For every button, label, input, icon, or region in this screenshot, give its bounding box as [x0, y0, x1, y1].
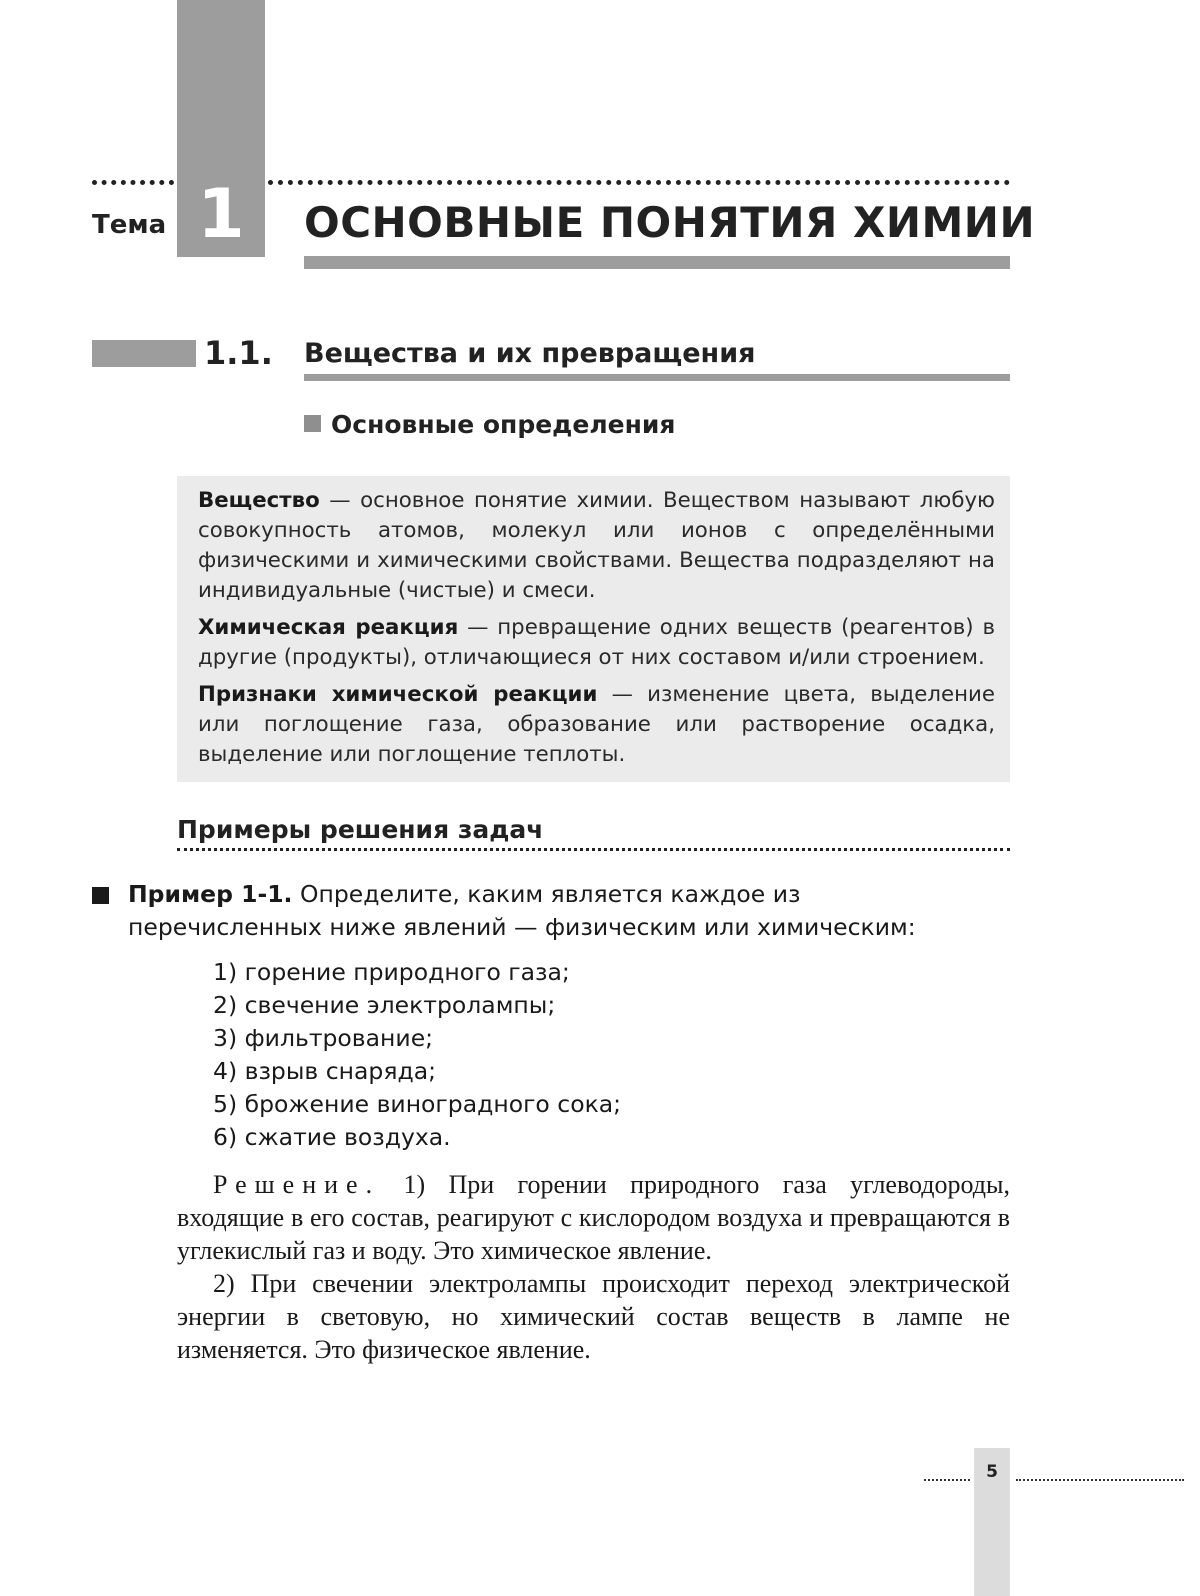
solution-label: Решение.	[213, 1170, 381, 1199]
list-item: 1) горение природного газа;	[213, 958, 570, 986]
list-item: 5) брожение виноградного сока;	[213, 1090, 622, 1118]
definition-reaction	[198, 613, 995, 673]
topic-title: ОСНОВНЫЕ ПОНЯТИЯ ХИМИИ	[304, 198, 1036, 247]
black-square-bullet-icon	[92, 887, 109, 904]
definition-substance	[198, 486, 995, 606]
definition-term: Вещество	[198, 488, 320, 513]
list-item: 4) взрыв снаряда;	[213, 1057, 437, 1085]
example-question-text: Определите, каким является каждое из перечисленных ниже явлений — физическим или химическим:	[128, 880, 916, 941]
page-dotted-rule-left	[924, 1479, 970, 1481]
subsection-heading	[304, 410, 675, 439]
example-block	[92, 878, 952, 944]
definition-signs	[198, 680, 995, 770]
subsection-title: Основные определения	[331, 410, 676, 439]
dotted-rule-left	[92, 180, 174, 185]
list-item: 3) фильтрование;	[213, 1024, 434, 1052]
solution-paragraph	[177, 1168, 1010, 1267]
example-question	[128, 878, 933, 944]
topic-underline-bar	[304, 256, 1010, 269]
solution-paragraph: 2) При свечении электролампы происходит переход электрической энергии в световую, но химический состав веществ в лампе не изменяется. Это физическое явление.	[177, 1269, 1010, 1364]
section-underline	[304, 374, 1010, 381]
page-number: 5	[986, 1462, 998, 1482]
page-dotted-rule-right	[1016, 1479, 1184, 1481]
example-items-list	[213, 956, 621, 1154]
examples-heading: Примеры решения задач	[177, 815, 544, 844]
definitions-box	[177, 476, 1010, 782]
list-item: 2) свечение электролампы;	[213, 991, 556, 1019]
definition-text: — превращение одних веществ (реагентов) в другие (продукты), отличающиеся от них составом и/или строением.	[198, 615, 995, 670]
definition-term: Признаки химической реакции	[198, 682, 598, 707]
solution-block	[177, 1168, 1010, 1366]
definition-text: — основное понятие химии. Веществом называют любую совокупность атомов, молекул или ионов с определёнными физическими и химическими свойствами. Вещества подразделяют на индивидуальные (чистые) и смеси.	[198, 488, 995, 603]
section-bar	[92, 340, 196, 367]
square-bullet-icon	[304, 415, 321, 432]
dotted-rule-right	[268, 180, 1010, 185]
example-label: Пример 1-1.	[128, 880, 293, 908]
solution-text: 1) При горении природного газа углеводороды, входящие в его состав, реагируют с кислородом воздуха и превращаются в углекислый газ и воду. Это химическое явление.	[177, 1170, 1010, 1265]
topic-number: 1	[197, 175, 245, 254]
topic-label: Тема	[92, 210, 167, 240]
examples-dotted-rule	[177, 848, 1010, 851]
section-title: Вещества и их превращения	[304, 338, 756, 369]
definition-text: — изменение цвета, выделение или поглощение газа, образование или растворение осадка, выделение или поглощение теплоты.	[198, 682, 995, 767]
definition-term: Химическая реакция	[198, 615, 459, 640]
section-number: 1.1.	[204, 334, 273, 372]
list-item: 6) сжатие воздуха.	[213, 1123, 451, 1151]
